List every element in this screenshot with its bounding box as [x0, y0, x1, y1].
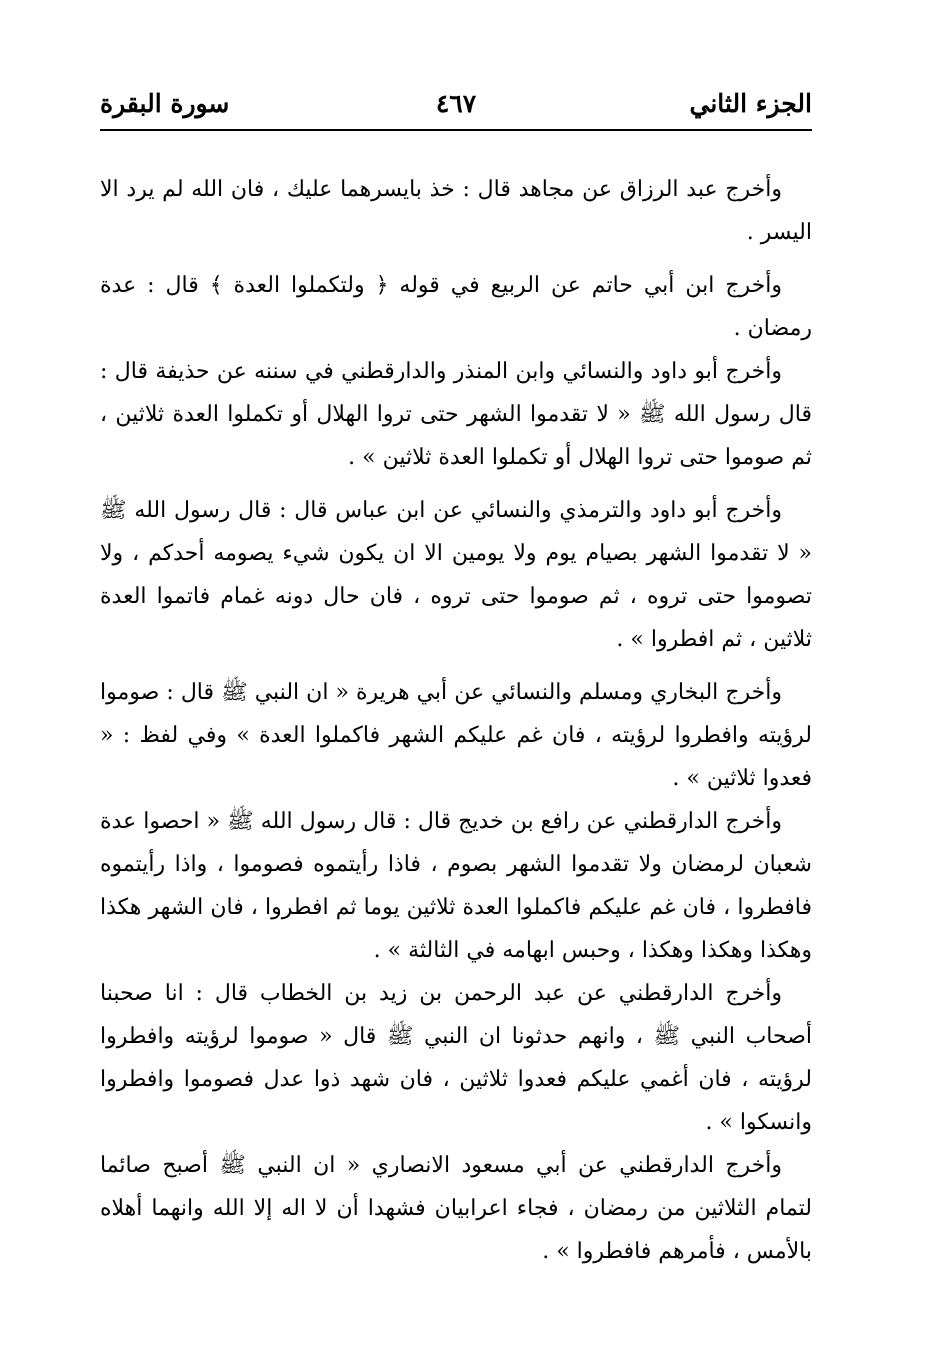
paragraph: وأخرج الدارقطني عن أبي مسعود الانصاري « ان النبي ﷺ أصبح صائما لتمام الثلاثين من رمضان ، فجاء اعرابيان فشهدا أن لا اله إلا الله وانهما أهلاه بالأمس ، فأمرهم فافطروا » . [100, 1153, 812, 1264]
page-body [100, 168, 812, 1273]
page-header [100, 84, 812, 124]
surah-title: سورة البقرة [100, 89, 230, 118]
paragraph: وأخرج أبو داود والترمذي والنسائي عن ابن عباس قال : قال رسول الله ﷺ « لا تقدموا الشهر بصيام يوم ولا يومين الا ان يكون شيء يصومه أحدكم ، ولا تصوموا حتى تروه ، ثم صوموا حتى تروه ، فان حال دونه غمام فاتموا العدة ثلاثين ، ثم افطروا » . [100, 498, 812, 652]
paragraph: وأخرج الدارقطني عن رافع بن خديج قال : قال رسول الله ﷺ « احصوا عدة شعبان لرمضان ولا تقدموا الشهر بصوم ، فاذا رأيتموه فصوموا ، واذا رأيتموه فافطروا ، فان غم عليكم فاكملوا العدة ثلاثين يوما ثم افطروا ، فان الشهر هكذا وهكذا وهكذا وهكذا ، وحبس ابهامه في الثالثة » . [100, 809, 812, 963]
paragraph: وأخرج أبو داود والنسائي وابن المنذر والدارقطني في سننه عن حذيفة قال : قال رسول الله ﷺ « لا تقدموا الشهر حتى تروا الهلال أو تكملوا العدة ثلاثين ، ثم صوموا حتى تروا الهلال أو تكملوا العدة ثلاثين » . [100, 359, 812, 470]
paragraph: وأخرج عبد الرزاق عن مجاهد قال : خذ بايسرهما عليك ، فان الله لم يرد الا اليسر . [100, 177, 812, 245]
paragraph: وأخرج البخاري ومسلم والنسائي عن أبي هريرة « ان النبي ﷺ قال : صوموا لرؤيته وافطروا لرؤيته ، فان غم عليكم الشهر فاكملوا العدة » وفي لفظ : « فعدوا ثلاثين » . [100, 680, 812, 791]
paragraph: وأخرج الدارقطني عن عبد الرحمن بن زيد بن الخطاب قال : انا صحبنا أصحاب النبي ﷺ ، وانهم حدثونا ان النبي ﷺ قال « صوموا لرؤيته وافطروا لرؤيته ، فان أغمي عليكم فعدوا ثلاثين ، فان شهد ذوا عدل فصوموا وافطروا وانسكوا » . [100, 981, 812, 1135]
header-divider [100, 129, 812, 131]
paragraph: وأخرج ابن أبي حاتم عن الربيع في قوله ﴿ ولتكملوا العدة ﴾ قال : عدة رمضان . [100, 273, 812, 341]
part-title: الجزء الثاني [689, 89, 812, 118]
page-number: ٤٦٧ [435, 89, 477, 118]
